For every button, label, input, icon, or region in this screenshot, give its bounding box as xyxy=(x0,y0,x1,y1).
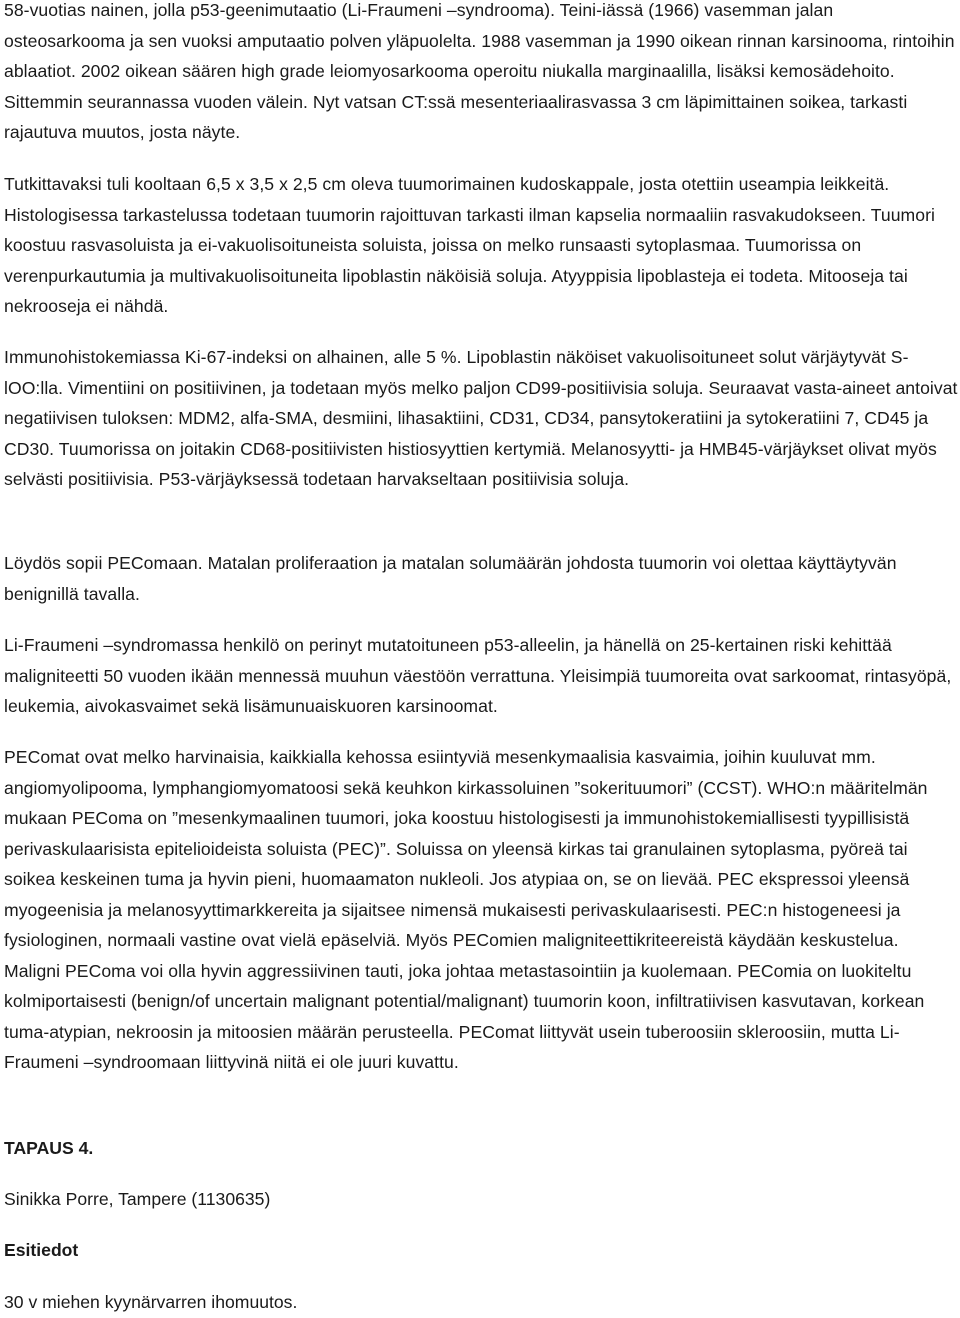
paragraph-immunohistochemistry: Immunohistokemiassa Ki-67-indeksi on alhainen, alle 5 %. Lipoblastin näköiset vakuolisoituneet solut värjäytyvät S-lOO:lla. Vimentiini on positiivinen, ja todetaan myös melko paljon CD99-positiivisia soluja. Seuraavat vasta-aineet antoivat negatiivisen tuloksen: MDM2, alfa-SMA, desmiini, lihasaktiini, CD31, CD34, pansytokeratiini ja sytokeratiini 7, CD45 ja CD30. Tuumorissa on joitakin CD68-positiivisten histiosyyttien kertymiä. Melanosyytti- ja HMB45-värjäykset olivat myös selvästi positiivisia. P53-värjäyksessä todetaan harvakseltaan positiivisia soluja. xyxy=(4,347,958,489)
history-text: 30 v miehen kyynärvarren ihomuutos. xyxy=(4,1292,298,1312)
paragraph-histology: Tutkittavaksi tuli kooltaan 6,5 x 3,5 x 2,5 cm oleva tuumorimainen kudoskappale, josta otettiin useampia leikkeitä. Histologisessa tarkastelussa todetaan tuumorin rajoittuvan tarkasti ilman kapselia normaaliin rasvakudokseen. Tuumori koostuu rasvasoluista ja ei-vakuolisoituneista soluista, joissa on melko runsaasti sytoplasmaa. Tuumorissa on verenpurkautumia ja multivakuolisoituneita lipoblastin näköisiä soluja. Atyyppisia lipoblasteja ei todeta. Mitooseja tai nekrooseja ei nähdä. xyxy=(4,174,935,316)
case-heading: TAPAUS 4. xyxy=(4,1138,94,1158)
author-line: Sinikka Porre, Tampere (1130635) xyxy=(4,1189,271,1209)
paragraph-case-history: 58-vuotias nainen, jolla p53-geenimutaatio (Li-Fraumeni –syndrooma). Teini-iässä (1966) vasemman jalan osteosarkooma ja sen vuoksi amputaatio polven yläpuolelta. 1988 vasemman ja 1990 oikean rinnan karsinooma, rintoihin ablaatiot. 2002 oikean säären high grade leiomyosarkooma operoitu niukalla marginaalilla, lisäksi kemosädehoito. Sittemmin seurannassa vuoden välein. Nyt vatsan CT:ssä mesenteriaalirasvassa 3 cm läpimittainen soikea, tarkasti rajautuva muutos, josta näyte. xyxy=(4,0,955,142)
history-heading: Esitiedot xyxy=(4,1240,79,1260)
paragraph-finding: Löydös sopii PEComaan. Matalan proliferaation ja matalan solumäärän johdosta tuumorin voi olettaa käyttäytyvän benignillä tavalla. xyxy=(4,553,897,604)
paragraph-pecoma: PEComat ovat melko harvinaisia, kaikkialla kehossa esiintyviä mesenkymaalisia kasvaimia, joihin kuuluvat mm. angiomyolipooma, lymphangiomyomatoosi sekä keuhkon kirkassoluinen ”sokerituumori” (CCST). WHO:n määritelmän mukaan PEComa on ”mesenkymaalinen tuumori, joka koostuu histologisesti ja immunohistokemiallisesti tyypillisistä perivaskulaarisista epitelioideista soluista (PEC)”. Soluissa on yleensä kirkas tai granulainen sytoplasma, pyöreä tai soikea keskeinen tuma ja hyvin pieni, huomaamaton nukleoli. Jos atypiaa on, se on lievää. PEC ekspressoi yleensä myogeenisia ja melanosyyttimarkkereita ja sijaitsee nimensä mukaisesti perivaskulaarisesti. PEC:n histogeneesi ja fysiologinen, normaali vastine ovat vielä epäselviä. Myös PEComien maligniteettikriteereistä käydään keskustelua. Maligni PEComa voi olla hyvin aggressiivinen tauti, joka johtaa metastasointiin ja kuolemaan. PEComia on luokiteltu kolmiportaisesti (benign/of uncertain malignant potential/malignant) tuumorin koon, infiltratiivisen kasvutavan, korkean tuma-atypian, nekroosin ja mitoosien määrän perusteella. PEComat liittyvät usein tuberoosiin skleroosiin, mutta Li-Fraumeni –syndroomaan liittyvinä niitä ei ole juuri kuvattu. xyxy=(4,747,928,1072)
paragraph-li-fraumeni: Li-Fraumeni –syndromassa henkilö on perinyt mutatoituneen p53-alleelin, ja hänellä on 25-kertainen riski kehittää maligniteetti 50 vuoden ikään mennessä muuhun väestöön verrattuna. Yleisimpiä tuumoreita ovat sarkoomat, rintasyöpä, leukemia, aivokasvaimet sekä lisämunuaiskuoren karsinoomat. xyxy=(4,635,952,716)
